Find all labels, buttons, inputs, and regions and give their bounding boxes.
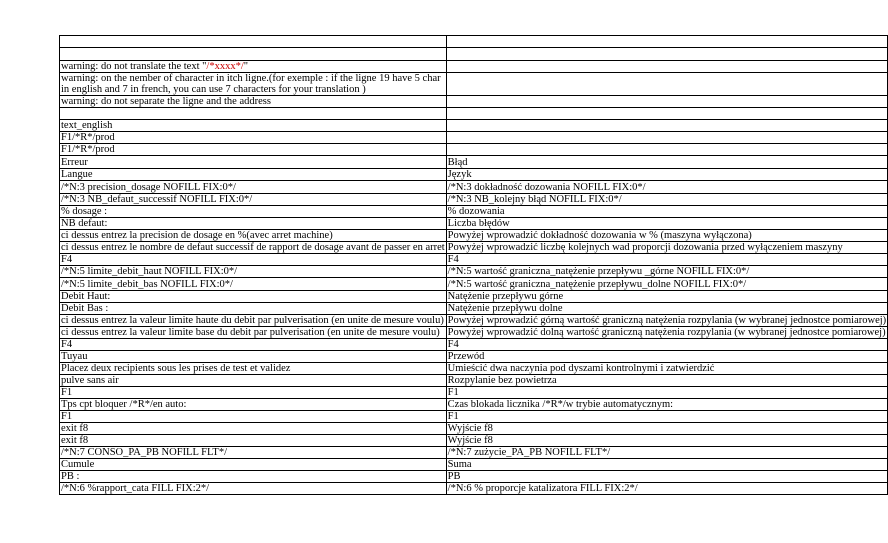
cell-translation-text[interactable] <box>446 144 887 156</box>
table-row <box>60 435 888 447</box>
cell-translation-text[interactable]: PB <box>446 471 887 483</box>
cell-source-text[interactable]: F1 <box>60 387 447 399</box>
cell-left[interactable] <box>60 36 447 48</box>
cell-translation-text[interactable]: Czas blokada licznika /*R*/w trybie automatycznym: <box>446 399 887 411</box>
cell-translation-text[interactable]: Błąd <box>446 156 887 169</box>
warning-separate-cell[interactable]: warning: do not separate the ligne and the address <box>60 96 447 108</box>
table-row <box>60 108 888 120</box>
cell-right[interactable] <box>446 36 887 48</box>
translation-table <box>59 35 888 495</box>
cell-source-text[interactable]: Tuyau <box>60 351 447 363</box>
table-row <box>60 120 888 132</box>
warning-code: /*xxxx*/ <box>206 61 244 72</box>
cell-right[interactable] <box>446 73 887 96</box>
cell-translation-text[interactable]: Powyżej wprowadzić dokładność dozowania w % (maszyna wyłączona) <box>446 230 887 242</box>
cell-translation-text[interactable]: /*N:3 dokładność dozowania NOFILL FIX:0*/ <box>446 181 887 194</box>
table-row <box>60 36 888 48</box>
cell-source-text[interactable]: exit f8 <box>60 423 447 435</box>
warning-text: warning: do not translate the text " <box>61 61 207 72</box>
cell-source-text[interactable]: /*N:5 limite_debit_bas NOFILL FIX:0*/ <box>60 278 447 291</box>
cell-translation-text[interactable]: F1 <box>446 411 887 423</box>
table-row <box>60 387 888 399</box>
cell-translation-text[interactable]: /*N:5 wartość graniczna_natężenie przepływu _górne NOFILL FIX:0*/ <box>446 266 887 278</box>
table-row <box>60 399 888 411</box>
cell-translation-text[interactable]: Wyjście f8 <box>446 423 887 435</box>
table-row <box>60 266 888 278</box>
cell-source-text[interactable]: Cumule <box>60 459 447 471</box>
cell-source-text[interactable]: PB : <box>60 471 447 483</box>
cell-translation-text[interactable] <box>446 132 887 144</box>
cell-translation-text[interactable]: Umieścić dwa naczynia pod dyszami kontrolnymi i zatwierdzić <box>446 363 887 375</box>
warning-characters-cell[interactable]: warning: on the nember of character in itch ligne.(for exemple : if the ligne 19 have 5 char in english and 7 in french, you can use 7 characters for your translation ) <box>60 73 447 96</box>
table-row <box>60 156 888 169</box>
cell-source-text[interactable]: F1/*R*/prod <box>60 132 447 144</box>
table-row <box>60 339 888 351</box>
cell-left[interactable] <box>60 48 447 61</box>
cell-source-text[interactable]: /*N:6 %rapport_cata FILL FIX:2*/ <box>60 483 447 495</box>
table-row <box>60 315 888 327</box>
cell-source-text[interactable]: /*N:3 NB_defaut_successif NOFILL FIX:0*/ <box>60 194 447 206</box>
warning-translate-cell[interactable] <box>60 61 447 73</box>
table-row <box>60 423 888 435</box>
cell-translation-text[interactable]: /*N:3 NB_kolejny błąd NOFILL FIX:0*/ <box>446 194 887 206</box>
table-row <box>60 132 888 144</box>
cell-translation-text[interactable]: Natężenie przepływu górne <box>446 291 887 303</box>
cell-source-text[interactable]: ci dessus entrez la precision de dosage en %(avec arret machine) <box>60 230 447 242</box>
cell-source-text[interactable]: NB defaut: <box>60 218 447 230</box>
cell-source-text[interactable]: /*N:3 precision_dosage NOFILL FIX:0*/ <box>60 181 447 194</box>
cell-translation-text[interactable]: % dozowania <box>446 206 887 218</box>
table-row <box>60 291 888 303</box>
cell-translation-text[interactable]: F1 <box>446 387 887 399</box>
cell-source-text[interactable]: Langue <box>60 169 447 181</box>
cell-source-text[interactable]: F1 <box>60 411 447 423</box>
cell-right[interactable] <box>446 48 887 61</box>
table-row <box>60 169 888 181</box>
table-row <box>60 363 888 375</box>
cell-right[interactable] <box>446 61 887 73</box>
table-row <box>60 459 888 471</box>
cell-translation-text[interactable]: Rozpylanie bez powietrza <box>446 375 887 387</box>
table-row <box>60 351 888 363</box>
table-row <box>60 483 888 495</box>
cell-translation-text[interactable]: Powyżej wprowadzić liczbę kolejnych wad proporcji dozowania przed wyłączeniem maszyny <box>446 242 887 254</box>
cell-translation-text[interactable]: Przewód <box>446 351 887 363</box>
table-row <box>60 73 888 96</box>
cell-source-text[interactable] <box>60 108 447 120</box>
cell-source-text[interactable]: ci dessus entrez la valeur limite base du debit par pulverisation (en unite de mesure voulu) <box>60 327 447 339</box>
cell-source-text[interactable]: Placez deux recipients sous les prises de test et validez <box>60 363 447 375</box>
cell-source-text[interactable]: F1/*R*/prod <box>60 144 447 156</box>
cell-source-text[interactable]: Debit Haut: <box>60 291 447 303</box>
cell-source-text[interactable]: F4 <box>60 254 447 266</box>
cell-translation-text[interactable]: Powyżej wprowadzić górną wartość graniczną natężenia rozpylania (w wybranej jednostce pomiarowej) <box>447 315 887 326</box>
cell-translation-text[interactable]: Natężenie przepływu dolne <box>446 303 887 315</box>
cell-translation-text[interactable]: /*N:7 zużycie_PA_PB NOFILL FLT*/ <box>446 447 887 459</box>
cell-translation-text[interactable] <box>446 108 887 120</box>
table-row <box>60 230 888 242</box>
table-row <box>60 96 888 108</box>
cell-translation-text[interactable]: Suma <box>446 459 887 471</box>
cell-source-text[interactable]: pulve sans air <box>60 375 447 387</box>
cell-source-text[interactable]: Tps cpt bloquer /*R*/en auto: <box>60 399 447 411</box>
cell-translation-text[interactable]: /*N:5 wartość graniczna_natężenie przepływu_dolne NOFILL FIX:0*/ <box>446 278 887 291</box>
cell-source-text[interactable]: % dosage : <box>60 206 447 218</box>
cell-source-text[interactable]: Debit Bas : <box>60 303 447 315</box>
table-row <box>60 278 888 291</box>
table-row <box>60 61 888 73</box>
cell-right[interactable] <box>446 96 887 108</box>
cell-translation-text[interactable]: /*N:6 % proporcje katalizatora FILL FIX:2*/ <box>446 483 887 495</box>
cell-source-text[interactable]: Erreur <box>60 156 447 169</box>
cell-translation-text[interactable]: Język <box>446 169 887 181</box>
cell-translation-text[interactable]: Wyjście f8 <box>446 435 887 447</box>
table-row <box>60 327 888 339</box>
cell-source-text[interactable]: text_english <box>60 120 447 132</box>
cell-source-text[interactable]: ci dessus entrez la valeur limite haute du debit par pulverisation (en unite de mesure voulu) <box>60 315 447 327</box>
table-row <box>60 144 888 156</box>
cell-translation-text[interactable]: Powyżej wprowadzić dolną wartość graniczną natężenia rozpylania (w wybranej jednostce pomiarowej) <box>446 327 887 339</box>
table-row <box>60 48 888 61</box>
table-row <box>60 471 888 483</box>
table-row <box>60 206 888 218</box>
cell-source-text[interactable]: F4 <box>60 339 447 351</box>
cell-source-text[interactable]: /*N:5 limite_debit_haut NOFILL FIX:0*/ <box>60 266 447 278</box>
cell-translation-text[interactable] <box>446 120 887 132</box>
table-row <box>60 181 888 194</box>
table-row <box>60 447 888 459</box>
cell-source-text[interactable]: ci dessus entrez le nombre de defaut successif de rapport de dosage avant de passer en arret <box>61 242 445 253</box>
cell-source-text[interactable]: exit f8 <box>60 435 447 447</box>
cell-translation-text[interactable]: F4 <box>446 254 887 266</box>
table-row <box>60 194 888 206</box>
table-row <box>60 411 888 423</box>
table-row <box>60 218 888 230</box>
cell-translation-text[interactable]: Liczba błędów <box>446 218 887 230</box>
warning-text-end: " <box>243 61 249 72</box>
table-row <box>60 254 888 266</box>
table-row <box>60 375 888 387</box>
cell-source-text[interactable]: /*N:7 CONSO_PA_PB NOFILL FLT*/ <box>60 447 447 459</box>
table-row <box>60 242 888 254</box>
spreadsheet <box>59 35 888 495</box>
table-row <box>60 303 888 315</box>
cell-translation-text[interactable]: F4 <box>446 339 887 351</box>
